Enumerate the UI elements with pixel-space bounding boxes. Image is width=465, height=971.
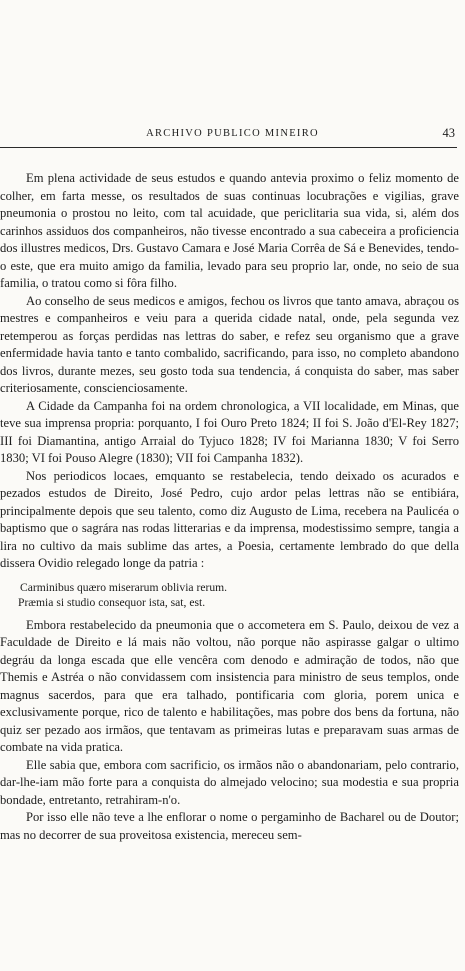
paragraph-1: Em plena actividade de seus estudos e quando antevia proximo o feliz momento de colher, em farta messe, os resultados de suas continuas locubrações e vigilias, grave pneumonia o prostou no leito, com tal acuidade, que periclitaria sua vida, si, além dos carinhos assiduos dos companheiros, não tivesse encontrado a sua cabeceira a proficiencia dos illustres medicos, Drs. Gustavo Camara e José Maria Corrêa de Sá e Benevides, tendo-o este, que era muito amigo da familia, levado para seu proprio lar, onde, no seio de sua familia, o tratou como si fôra filho. (0, 171, 459, 290)
header-rule (0, 147, 457, 148)
paragraph-3: A Cidade da Campanha foi na ordem chronologica, a VII localidade, em Minas, que teve sua imprensa propria: porquanto, I foi Ouro Preto 1824; II foi S. João d'El-Rey 1827; III foi Diamantina, antigo Arraial do Tyjuco 1828; IV foi Marianna 1830; V foi Serro 1830; VI foi Pouso Alegre (1830); VII foi Campanha 1832). (0, 398, 459, 465)
paragraph-5: Embora restabelecido da pneumonia que o accometera em S. Paulo, deixou de vez a Faculdade de Direito e lá mais não voltou, não porque não aspirasse galgar o ultimo degráu da longa escada que elle vencêra com denodo e admiração de todos, não que Themis e Astréa o não convidassem com insistencia para ministro de seus templos, onde magnus sacerdos, para que era talhado, pontificaria com gloria, porem unica e exclusivamente porque, rico de talento e habilitações, mas pobre dos bens da fortuna, não quiz ser pezado aos irmãos, que tentavam as primeiras lutas e preparavam suas armas de combate na vida pratica. (0, 617, 459, 754)
paragraph-7: Por isso elle não teve a lhe enflorar o nome o pergaminho de Bacharel ou de Doutor; mas no decorrer de sua proveitosa existencia, mereceu sem- (0, 810, 459, 842)
paragraph-2: Ao conselho de seus medicos e amigos, fechou os livros que tanto amava, abraçou os mestres e companheiros e veiu para a querida cidade natal, onde, pela segunda vez retemperou as forças perdidas nas lettras do saber, e refez seu organismo que a grave enfermidade havia tanto e tanto combalido, sacrificando, para isso, no completo abandono dos livros, durante mezes, seu gosto toda sua tendencia, á conquista do saber, mas saber criteriosamente, conscienciosamente. (0, 293, 459, 395)
page-header (0, 128, 465, 146)
paragraph-4: Nos periodicos locaes, emquanto se restabelecia, tendo deixado os acurados e pezados estudos de Direito, José Pedro, cujo ardor pelas lettras não se entibiára, principalmente depois que seu talento, como diz Augusto de Lima, recebera na Paulicéa o baptismo que o sagrára nas rodas litterarias e da imprensa, modestissimo sempre, tangia a lira no cultivo da mais sublime das artes, a Poesia, certamente lembrado do que della dissera Ovidio relegado longe da patria : (0, 468, 459, 570)
quote-line-1: Carminibus quæro miserarum oblivia rerum. (20, 580, 228, 594)
quote-line-2: Præmia si studio consequor ista, sat, est. (18, 595, 206, 609)
paragraph-6: Elle sabia que, embora com sacrificio, os irmãos não o abandonariam, pelo contrario, dar-lhe-iam mão forte para a conquista do almejado velocino; sua modestia e sua propria bondade, entretanto, retrahiram-n'o. (0, 757, 459, 807)
running-title: ARCHIVO PUBLICO MINEIRO (146, 128, 319, 139)
page-number: 43 (442, 126, 455, 140)
latin-quote (0, 580, 459, 610)
body-text (0, 170, 459, 844)
